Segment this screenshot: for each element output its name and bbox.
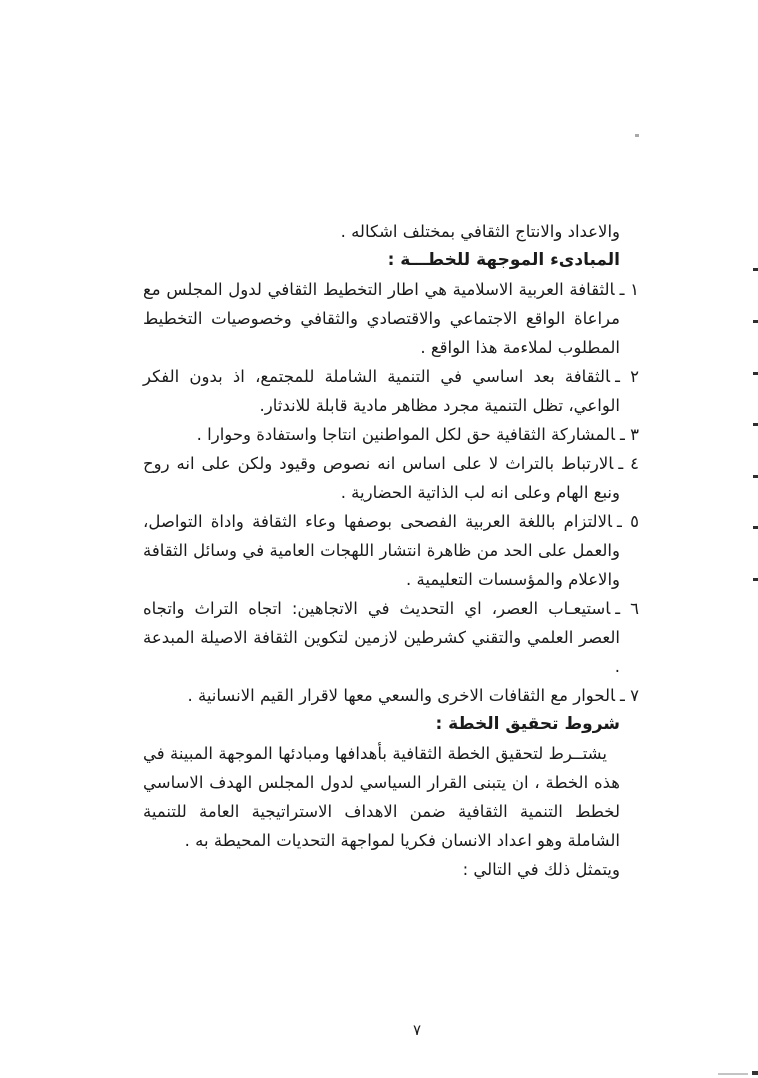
paragraph-continuation: والاعداد والانتاج الثقافي بمختلف اشكاله . (340, 222, 620, 241)
scan-speck (635, 134, 639, 137)
item-text: الثقافة بعد اساسي في التنمية الشاملة للمجتمع، اذ بدون الفكر الواعي، تظل التنمية مجرد مظاهر مادية قابلة للاندثار. (143, 367, 620, 415)
scan-mark (753, 320, 758, 323)
item-text: الارتباط بالتراث لا على اساس انه نصوص وقيود ولكن على انه روح ونبع الهام وعلى انه لب الذاتية الحضارية . (143, 454, 620, 502)
page-number: ٧ (412, 1021, 422, 1039)
scan-streak (718, 1073, 748, 1075)
body-paragraph: يشتــرط لتحقيق الخطة الثقافية بأهدافها ومبادئها الموجهة المبينة في هذه الخطة ، ان يتبنى القرار السياسي لدول المجلس الهدف الاساسي لخطط التنمية الثقافية ضمن الاهداف الاستراتيجية العامة للتنمية الشاملة وهو اعداد الانسان فكريا لمواجهة التحديات المحيطة به . (143, 744, 620, 850)
scan-mark (753, 578, 758, 581)
list-item (143, 275, 639, 362)
item-marker: ٢ ـ (615, 367, 639, 386)
item-text: الحوار مع الثقافات الاخرى والسعي معها لاقرار القيم الانسانية . (187, 686, 616, 705)
item-text: الثقافة العربية الاسلامية هي اطار التخطيط الثقافي لدول المجلس مع مراعاة الواقع الاجتماعي والاقتصادي والثقافي وخصوصيات التخطيط المطلوب لملاءمة هذا الواقع . (143, 280, 620, 357)
closing-line: ويتمثل ذلك في التالي : (462, 860, 620, 879)
text-block (143, 217, 639, 884)
section-heading-guiding-principles: المبادىء الموجهة للخطـــة : (387, 250, 620, 270)
scan-mark (753, 268, 758, 271)
scan-mark (753, 423, 758, 426)
item-marker: ٣ ـ (620, 425, 639, 444)
list-item (143, 507, 639, 594)
item-marker: ١ ـ (619, 280, 639, 299)
item-marker: ٤ ـ (618, 454, 639, 473)
item-marker: ٧ ـ (620, 686, 639, 705)
item-marker: ٥ ـ (617, 512, 639, 531)
list-item (143, 681, 639, 710)
list-item (143, 420, 639, 449)
list-item (143, 362, 639, 420)
scan-mark (753, 526, 758, 529)
item-text: استيعـاب العصر، اي التحديث في الاتجاهين: اتجاه التراث واتجاه العصر العلمي والتقني كشرطين لازمين لتكوين الثقافة الاصيلة المبدعة . (143, 599, 620, 676)
scan-mark (752, 1071, 758, 1075)
list-item (143, 449, 639, 507)
item-marker: ٦ ـ (615, 599, 639, 618)
list-item (143, 594, 639, 681)
scan-mark (753, 475, 758, 478)
item-text: الالتزام باللغة العربية الفصحى بوصفها وعاء الثقافة واداة التواصل، والعمل على الحد من ظاهرة انتشار اللهجات العامية في وسائل الثقافة والاعلام والمؤسسات التعليمية . (143, 512, 620, 589)
scan-mark (753, 372, 758, 375)
item-text: المشاركة الثقافية حق لكل المواطنين انتاجا واستفادة وحوارا . (196, 425, 616, 444)
section-heading-plan-conditions: شروط تحقيق الخطة : (435, 714, 620, 734)
